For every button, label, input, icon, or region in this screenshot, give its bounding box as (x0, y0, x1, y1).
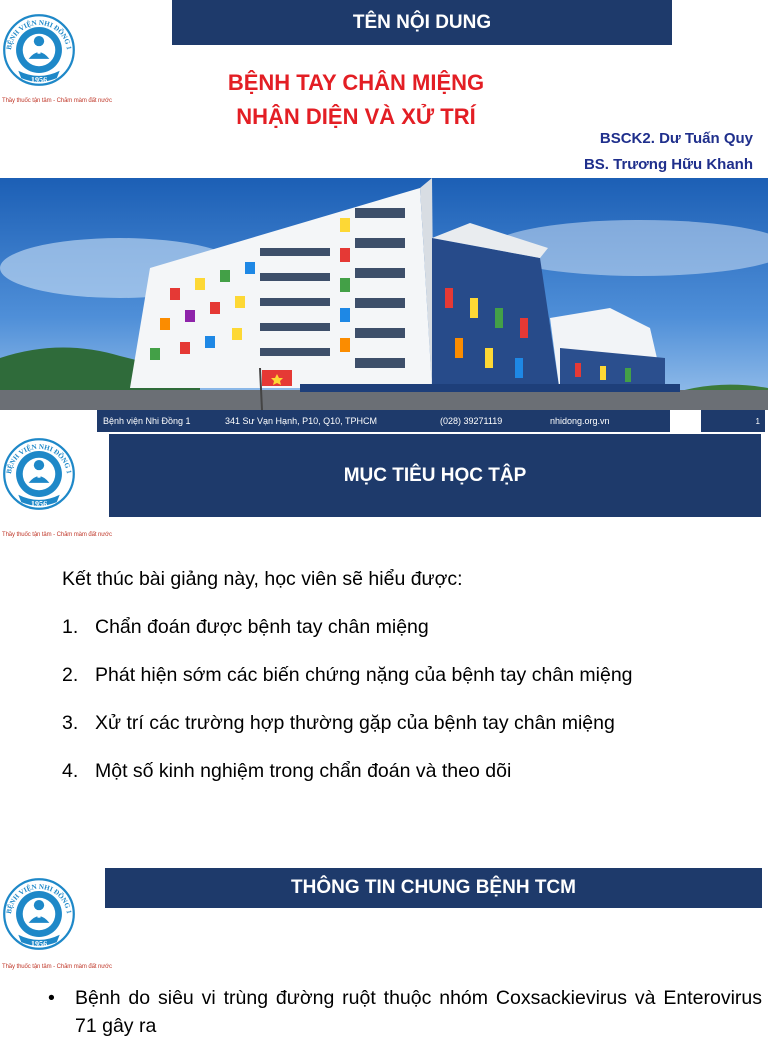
objectives-list (62, 616, 633, 808)
bullet-dot-icon: • (48, 987, 55, 1009)
title-line-1: BỆNH TAY CHÂN MIỆNG (227, 70, 485, 95)
svg-text:1956: 1956 (30, 939, 48, 949)
author-1: BSCK2. Dư Tuấn Quy (599, 130, 753, 147)
objectives-header: MỤC TIÊU HỌC TẬP (109, 434, 761, 517)
list-item: 2. Phát hiện sớm các biến chứng nặng của bệnh tay chân miệng (62, 664, 633, 686)
slide-title (0, 0, 768, 426)
svg-text:BỆNH VIỆN NHI ĐỒNG 1: BỆNH VIỆN NHI ĐỒNG 1 (5, 882, 73, 915)
bullet-item: • Bệnh do siêu vi trùng đường ruột thuộc nhóm Coxsackievirus và Enterovirus 71 gây ra (48, 984, 762, 1040)
content-header: TÊN NỘI DUNG (172, 0, 672, 45)
slide-objectives (0, 410, 768, 840)
slide-general-info (0, 840, 768, 1037)
footer-phone: (028) 39271119 (440, 416, 503, 426)
svg-text:BỆNH VIỆN NHI ĐỒNG 1: BỆNH VIỆN NHI ĐỒNG 1 (5, 18, 73, 51)
svg-text:1956: 1956 (30, 75, 48, 85)
svg-text:BỆNH VIỆN NHI ĐỒNG 1: BỆNH VIỆN NHI ĐỒNG 1 (5, 442, 73, 475)
footer-address: 341 Sư Vạn Hạnh, P10, Q10, TPHCM (225, 416, 377, 426)
title-line-2: NHẬN DIỆN VÀ XỬ TRÍ (236, 104, 476, 129)
hospital-building-photo (0, 178, 768, 410)
logo-emblem-icon (2, 2, 76, 98)
logo-tagline: Thầy thuốc tận tâm - Chăm màm đất nước (2, 964, 112, 970)
hospital-logo (2, 2, 112, 104)
logo-tagline: Thầy thuốc tận tâm - Chăm màm đất nước (2, 98, 112, 104)
hospital-logo (2, 864, 112, 970)
list-item: 1. Chẩn đoán được bệnh tay chân miệng (62, 616, 429, 638)
hospital-logo (2, 416, 112, 538)
logo-emblem-icon (2, 864, 76, 964)
slide-number: 1 (701, 410, 765, 432)
slide-footer (97, 410, 670, 432)
author-2: BS. Trương Hữu Khanh (583, 156, 753, 173)
objectives-intro: Kết thúc bài giảng này, học viên sẽ hiểu được: (62, 568, 463, 590)
list-item: 3. Xử trí các trường hợp thường gặp của bệnh tay chân miệng (62, 712, 615, 734)
logo-tagline: Thầy thuốc tận tâm - Chăm màm đất nước (2, 532, 112, 538)
svg-text:1956: 1956 (30, 499, 48, 509)
list-item: 4. Một số kinh nghiệm trong chẩn đoán và theo dõi (62, 760, 512, 782)
footer-website: nhidong.org.vn (550, 416, 610, 426)
authors (584, 126, 753, 178)
logo-emblem-icon (2, 416, 76, 532)
footer-hospital: Bệnh viện Nhi Đồng 1 (103, 416, 191, 426)
presentation-title (150, 66, 562, 134)
general-info-header: THÔNG TIN CHUNG BỆNH TCM (105, 868, 762, 908)
